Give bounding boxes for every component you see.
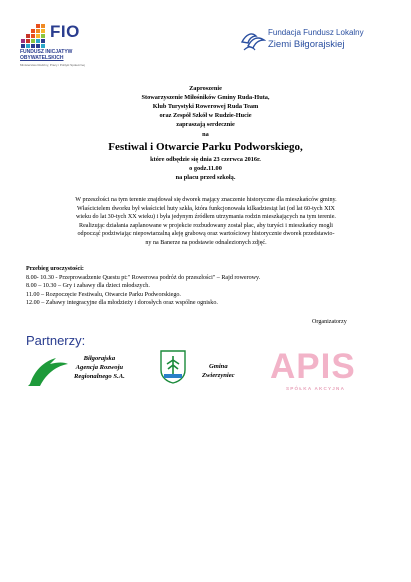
organizers-signature: Organizatorzy xyxy=(312,319,347,325)
bard-line2: Agencja Rozwoju xyxy=(75,364,124,371)
apis-name: APIS xyxy=(270,347,356,386)
fio-subtitle xyxy=(20,49,72,61)
description-line: odpocząć podziwiając niepowtarzalną aleję grabową oraz wartościowy historycznie dworek przedstawio- xyxy=(77,231,335,238)
fio-dots-icon xyxy=(20,24,46,50)
fio-sub-line1: FUNDUSZ INICJATYW xyxy=(20,49,73,55)
fio-sub-line2: OBYWATELSKICH xyxy=(20,55,64,61)
invitation-line3: Klub Turystyki Rowerowej Ruda Team xyxy=(152,103,259,110)
bard-name xyxy=(74,354,125,381)
event-date: które odbędzie się dnia 23 czerwca 2016r. xyxy=(150,156,261,163)
program xyxy=(26,265,260,308)
event-time: o godz.11.00 xyxy=(189,165,222,172)
description-line: ny na Banerze na podstawie odnalezionych zdjęć. xyxy=(145,239,267,246)
invitation-line4: oraz Zespół Szkół w Rudzie-Hucie xyxy=(159,112,252,119)
ffl-name-line1: Fundacja Fundusz Lokalny xyxy=(268,28,364,37)
description-line: Właścicielem dworku był właściciel huty szkła, która funkcjonowała kilkadziesiąt lat (od lat 60-tych XIX xyxy=(77,205,335,212)
gmina-name xyxy=(202,362,235,380)
bard-line3: Regionalnego S.A. xyxy=(74,373,125,380)
program-item: 11.00 – Rozpoczęcie Festiwalu, Otwarcie Parku Podworskiego. xyxy=(26,291,181,298)
ffl-name-line2: Ziemi Biłgorajskiej xyxy=(268,39,345,50)
invitation-line2: Stowarzyszenie Miłośników Gminy Ruda-Huta, xyxy=(141,94,270,101)
invitation-line6: na xyxy=(202,131,209,138)
event-place: na placu przed szkołą. xyxy=(175,174,236,181)
program-item: 8.00 – 10.30 – Gry i zabawy dla dzieci młodszych. xyxy=(26,283,150,290)
description xyxy=(14,196,398,248)
zwierzyniec-crest-icon xyxy=(160,350,186,384)
description-line: Realizując działania zaplanowane w projekcie rozbudowany został plac, aby turyści i mieszkańcy mogli xyxy=(79,222,333,229)
fio-name: FIO xyxy=(50,22,80,41)
apis-subtitle: SPÓŁKA AKCYJNA xyxy=(286,386,346,391)
program-heading: Przebieg uroczystości: xyxy=(26,266,84,272)
program-item: 12.00 – Zabawy integracyjne dla młodzieży i dorosłych oraz wspólne ognisko. xyxy=(26,300,218,307)
fio-ministry: Ministerstwo Rodziny, Pracy i Polityki Społecznej xyxy=(20,63,85,67)
invitation-line5: zapraszają serdecznie xyxy=(176,121,235,128)
gmina-line1: Gmina xyxy=(208,363,228,370)
ffl-logo xyxy=(240,28,390,58)
invitation-line1: Zaproszenie xyxy=(189,85,222,92)
description-line: W przeszłości na tym terenie znajdował się dworek mający znaczenie historyczne dla mieszkańców gminy. xyxy=(75,197,337,203)
doves-icon xyxy=(240,28,266,54)
bard-swoosh-icon xyxy=(26,354,70,390)
bard-logo xyxy=(26,354,144,390)
apis-logo xyxy=(270,348,370,396)
bard-line1: Biłgorajska xyxy=(83,355,116,362)
event-title: Festiwal i Otwarcie Parku Podworskiego, xyxy=(108,141,303,153)
description-line: wieku do lat 30-tych XX wieku) i była jedynym źródłem utrzymania rodzin mieszkających na tym terenie. xyxy=(76,214,336,221)
program-item: 8.00- 10.30 - Przeprowadzenie Questu pt:" Rowerowa podróż do przeszłości" – Rajd rowerowy. xyxy=(26,274,261,281)
gmina-line2: Zwierzyniec xyxy=(202,372,235,379)
fio-logo xyxy=(20,22,110,67)
partners-heading: Partnerzy: xyxy=(26,333,86,348)
